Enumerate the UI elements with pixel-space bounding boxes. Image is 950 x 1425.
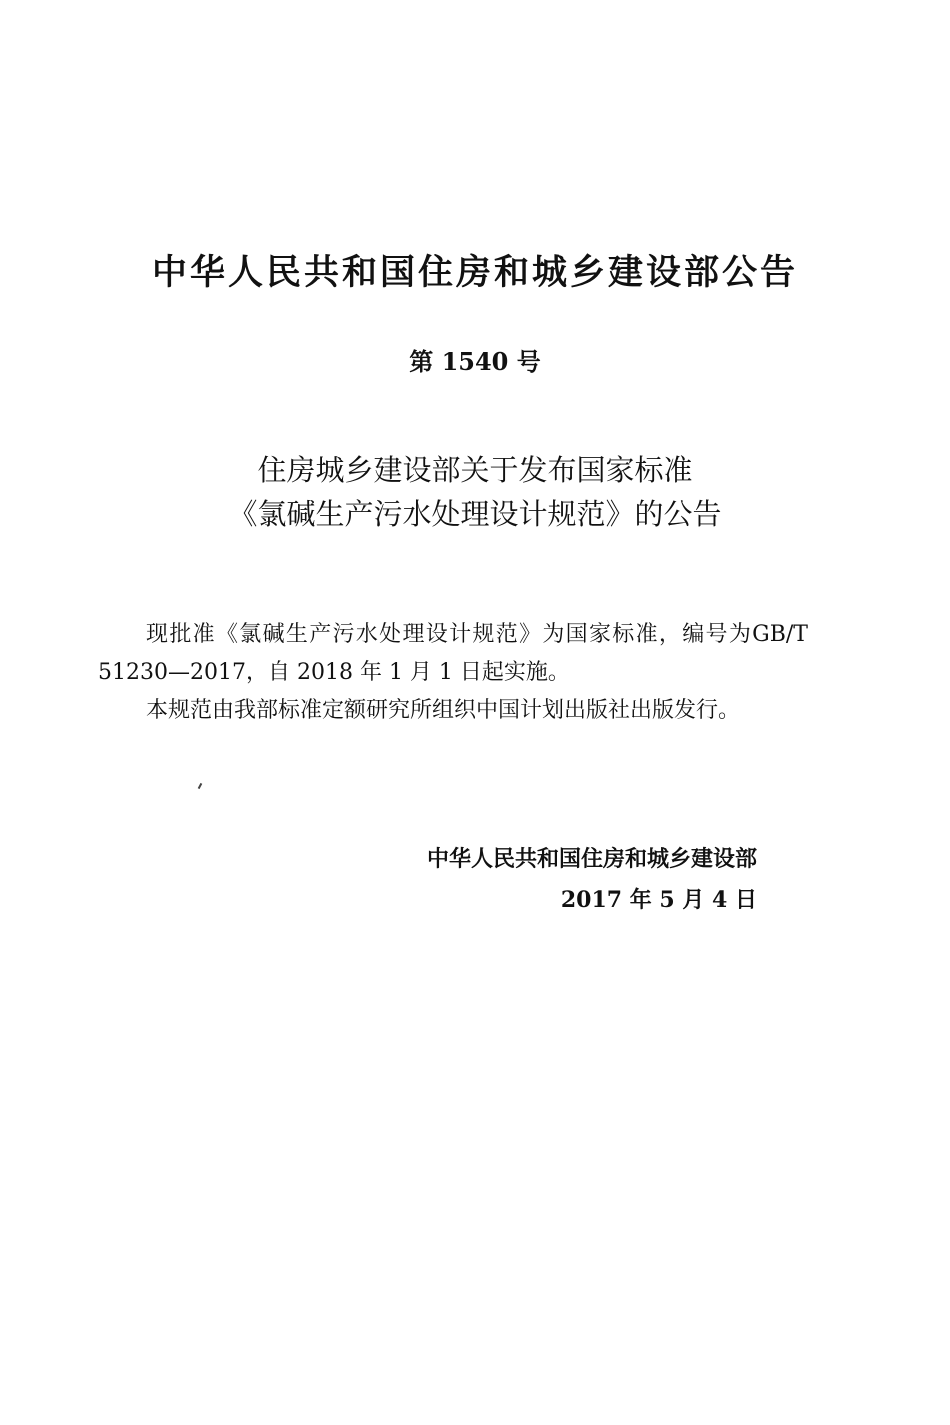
- body-paragraph-approval: 现批准《氯碱生产污水处理设计规范》为国家标准，编号为GB/T 51230—2017，自 2018 年 1 月 1 日起实施。: [98, 622, 808, 685]
- notice-title: [0, 448, 950, 536]
- stray-ink-mark: [198, 783, 203, 789]
- issuer-name: 中华人民共和国住房和城乡建设部: [426, 847, 757, 872]
- notice-body: [98, 616, 808, 730]
- body-paragraph-publication: 本规范由我部标准定额研究所组织中国计划出版社出版发行。: [146, 698, 741, 723]
- signature-block: [427, 840, 757, 920]
- issue-date: 2017 年 5 月 4 日: [560, 887, 757, 913]
- notice-title-line-2: 《氯碱生产污水处理设计规范》的公告: [228, 497, 722, 531]
- ministry-announcement-header: 中华人民共和国住房和城乡建设部公告: [151, 253, 798, 293]
- notice-number: 第 1540 号: [409, 347, 541, 376]
- notice-title-line-1: 住房城乡建设部关于发布国家标准: [257, 453, 693, 487]
